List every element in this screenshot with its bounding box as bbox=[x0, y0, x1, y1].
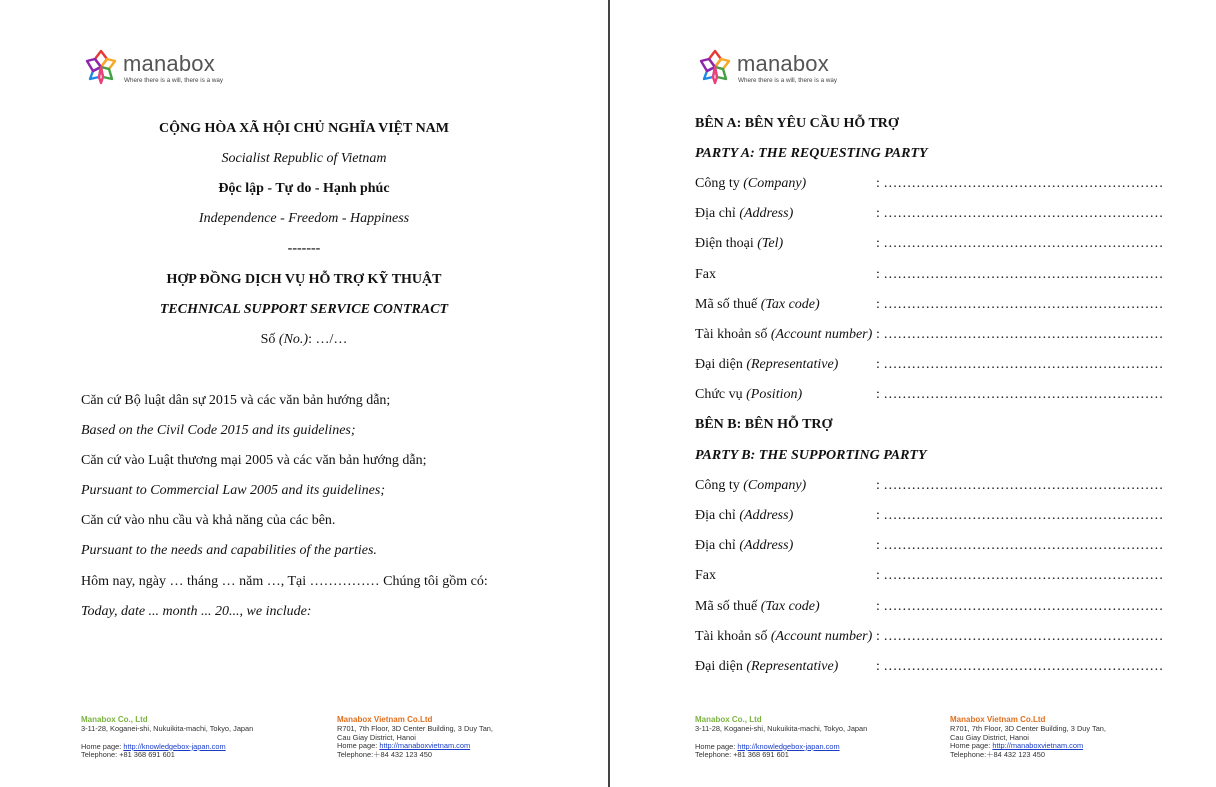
party-a-account-field[interactable]: : …………………………………………………… bbox=[876, 327, 1164, 342]
field-label-en: (Account number) bbox=[770, 327, 873, 342]
party-b-representative-label bbox=[695, 659, 838, 675]
party-a-position-label bbox=[695, 387, 802, 403]
motto-en: Independence - Freedom - Happiness bbox=[198, 211, 410, 226]
footer-vn-company: Manabox Vietnam Co.Ltd bbox=[950, 715, 1046, 724]
party-b-fax-field[interactable]: : …………………………………………………… bbox=[876, 568, 1164, 583]
field-label-en: (Address) bbox=[739, 538, 794, 553]
field-label-en: (Representative) bbox=[746, 659, 839, 674]
party-a-tax-label bbox=[695, 297, 820, 313]
logo-tagline: Where there is a will, there is a way bbox=[738, 77, 838, 84]
separator: ------- bbox=[287, 241, 321, 256]
motto-vn: Độc lập - Tự do - Hạnh phúc bbox=[218, 181, 390, 196]
field-label-vn: Fax bbox=[695, 267, 716, 282]
party-a-address-field[interactable]: : …………………………………………………… bbox=[876, 206, 1164, 221]
party-a-representative-field[interactable]: : …………………………………………………… bbox=[876, 357, 1164, 372]
party-b-address-label bbox=[695, 508, 793, 524]
basis-en: Pursuant to Commercial Law 2005 and its guidelines; bbox=[81, 483, 385, 498]
party-b-tax-field[interactable]: : …………………………………………………… bbox=[876, 599, 1164, 614]
field-label-vn: Đại diện bbox=[695, 357, 747, 372]
footer-jp-homepage-link[interactable]: http://knowledgebox-japan.com bbox=[123, 741, 226, 751]
contract-number bbox=[0, 332, 608, 348]
footer-jp-phone: Telephone: +81 368 691 601 bbox=[695, 750, 789, 760]
party-b-heading-vn: BÊN B: BÊN HỖ TRỢ bbox=[695, 417, 833, 432]
party-a-fax-field[interactable]: : …………………………………………………… bbox=[876, 267, 1164, 282]
footer-vn-homepage-link[interactable]: http://manaboxvietnam.com bbox=[379, 741, 471, 751]
party-b-address-2-label bbox=[695, 538, 793, 554]
contract-number-value: : …/… bbox=[308, 332, 348, 347]
footer-vietnam bbox=[950, 716, 1106, 760]
footer-jp-phone: Telephone: +81 368 691 601 bbox=[81, 750, 175, 760]
footer-vn-homepage-label: Home page: bbox=[950, 741, 993, 751]
contract-title-en: TECHNICAL SUPPORT SERVICE CONTRACT bbox=[159, 302, 449, 317]
party-b-company-label bbox=[695, 478, 806, 494]
party-a-position-field[interactable]: : …………………………………………………… bbox=[876, 387, 1164, 402]
field-label-vn: Tài khoản số bbox=[695, 629, 771, 644]
footer-jp-homepage-label: Home page: bbox=[81, 741, 124, 751]
field-label-vn: Địa chỉ bbox=[695, 538, 740, 553]
footer-vn-phone: Telephone:＋84 432 123 450 bbox=[950, 750, 1045, 760]
party-a-account-label bbox=[695, 327, 872, 343]
field-label-vn: Địa chỉ bbox=[695, 206, 740, 221]
field-label-en: (Representative) bbox=[746, 357, 839, 372]
field-label-vn: Tài khoản số bbox=[695, 327, 771, 342]
logo-tagline: Where there is a will, there is a way bbox=[124, 77, 224, 84]
party-a-address-label bbox=[695, 206, 793, 222]
field-label-en: (Account number) bbox=[770, 629, 873, 644]
manabox-logo-icon bbox=[81, 47, 121, 87]
footer-jp-address: 3-11-28, Koganei-shi, Nukuikita-machi, Tokyo, Japan bbox=[81, 723, 254, 733]
field-label-vn: Điện thoại bbox=[695, 236, 758, 251]
basis-vn: Căn cứ vào nhu cầu và khả năng của các bên. bbox=[81, 513, 336, 528]
field-label-vn: Fax bbox=[695, 568, 716, 583]
field-label-vn: Công ty bbox=[695, 176, 744, 191]
footer-japan bbox=[695, 716, 867, 760]
logo-wordmark: manabox bbox=[123, 51, 215, 76]
party-a-fax-label bbox=[695, 267, 716, 283]
party-a-company-label bbox=[695, 176, 806, 192]
party-a-heading-vn: BÊN A: BÊN YÊU CẦU HỖ TRỢ bbox=[695, 116, 899, 131]
party-b-address-2-field[interactable]: : …………………………………………………… bbox=[876, 538, 1164, 553]
party-b-company-field[interactable]: : …………………………………………………… bbox=[876, 478, 1164, 493]
field-label-en: (Address) bbox=[739, 206, 794, 221]
document-page-right bbox=[610, 0, 1216, 787]
manabox-logo bbox=[695, 47, 895, 87]
footer-vn-address-1: R701, 7th Floor, 3D Center Building, 3 Duy Tan, bbox=[950, 723, 1106, 733]
field-label-vn: Mã số thuế bbox=[695, 297, 761, 312]
contract-number-label: (No.) bbox=[278, 332, 309, 347]
field-label-vn: Địa chỉ bbox=[695, 508, 740, 523]
contract-title-vn: HỢP ĐỒNG DỊCH VỤ HỖ TRỢ KỸ THUẬT bbox=[166, 272, 442, 287]
footer-jp-address: 3-11-28, Koganei-shi, Nukuikita-machi, Tokyo, Japan bbox=[695, 723, 868, 733]
manabox-logo-icon bbox=[695, 47, 735, 87]
field-label-en: (Tax code) bbox=[760, 599, 820, 614]
field-label-vn: Công ty bbox=[695, 478, 744, 493]
party-b-account-field[interactable]: : …………………………………………………… bbox=[876, 629, 1164, 644]
basis-vn: Căn cứ Bộ luật dân sự 2015 và các văn bản hướng dẫn; bbox=[81, 393, 391, 408]
today-en: Today, date ... month ... 20..., we include: bbox=[81, 604, 312, 619]
logo-wordmark: manabox bbox=[737, 51, 829, 76]
field-label-vn: Mã số thuế bbox=[695, 599, 761, 614]
footer-vn-homepage-label: Home page: bbox=[337, 741, 380, 751]
footer-jp-company: Manabox Co., Ltd bbox=[81, 715, 148, 724]
field-label-en: (Address) bbox=[739, 508, 794, 523]
footer-jp-company: Manabox Co., Ltd bbox=[695, 715, 762, 724]
contract-number-prefix: Số bbox=[260, 332, 279, 347]
field-label-vn: Đại diện bbox=[695, 659, 747, 674]
party-b-fax-label bbox=[695, 568, 716, 584]
field-label-en: (Tax code) bbox=[760, 297, 820, 312]
party-a-tel-field[interactable]: : …………………………………………………… bbox=[876, 236, 1164, 251]
heading-en: Socialist Republic of Vietnam bbox=[221, 151, 387, 166]
party-b-representative-field[interactable]: : …………………………………………………… bbox=[876, 659, 1164, 674]
basis-en: Based on the Civil Code 2015 and its guidelines; bbox=[81, 423, 356, 438]
party-b-address-field[interactable]: : …………………………………………………… bbox=[876, 508, 1164, 523]
footer-vn-phone: Telephone:＋84 432 123 450 bbox=[337, 750, 432, 760]
footer-japan bbox=[81, 716, 253, 760]
field-label-en: (Company) bbox=[743, 176, 807, 191]
party-a-heading-en: PARTY A: THE REQUESTING PARTY bbox=[695, 146, 928, 161]
field-label-en: (Tel) bbox=[757, 236, 784, 251]
today-vn: Hôm nay, ngày … tháng … năm …, Tại …………… Chúng tôi gồm có: bbox=[81, 574, 488, 589]
field-label-en: (Company) bbox=[743, 478, 807, 493]
footer-vn-company: Manabox Vietnam Co.Ltd bbox=[337, 715, 433, 724]
party-a-company-field[interactable]: : …………………………………………………… bbox=[876, 176, 1164, 191]
footer-vn-address-1: R701, 7th Floor, 3D Center Building, 3 Duy Tan, bbox=[337, 723, 493, 733]
footer-vn-address-2: Cau Giay District, Hanoi bbox=[950, 732, 1029, 742]
party-a-tel-label bbox=[695, 236, 783, 252]
footer-jp-homepage-link[interactable]: http://knowledgebox-japan.com bbox=[737, 741, 840, 751]
basis-en: Pursuant to the needs and capabilities of the parties. bbox=[81, 543, 377, 558]
basis-vn: Căn cứ vào Luật thương mại 2005 và các văn bản hướng dẫn; bbox=[81, 453, 427, 468]
footer-vn-homepage-link[interactable]: http://manaboxvietnam.com bbox=[992, 741, 1084, 751]
party-a-tax-field[interactable]: : …………………………………………………… bbox=[876, 297, 1164, 312]
footer-vietnam bbox=[337, 716, 493, 760]
field-label-en: (Position) bbox=[746, 387, 803, 402]
party-b-heading-en: PARTY B: THE SUPPORTING PARTY bbox=[695, 448, 927, 463]
manabox-logo bbox=[81, 47, 281, 87]
field-label-vn: Chức vụ bbox=[695, 387, 747, 402]
party-a-representative-label bbox=[695, 357, 838, 373]
party-b-tax-label bbox=[695, 599, 820, 615]
party-b-account-label bbox=[695, 629, 872, 645]
footer-vn-address-2: Cau Giay District, Hanoi bbox=[337, 732, 416, 742]
footer-jp-homepage-label: Home page: bbox=[695, 741, 738, 751]
heading-vn: CỘNG HÒA XÃ HỘI CHỦ NGHĨA VIỆT NAM bbox=[158, 121, 449, 136]
